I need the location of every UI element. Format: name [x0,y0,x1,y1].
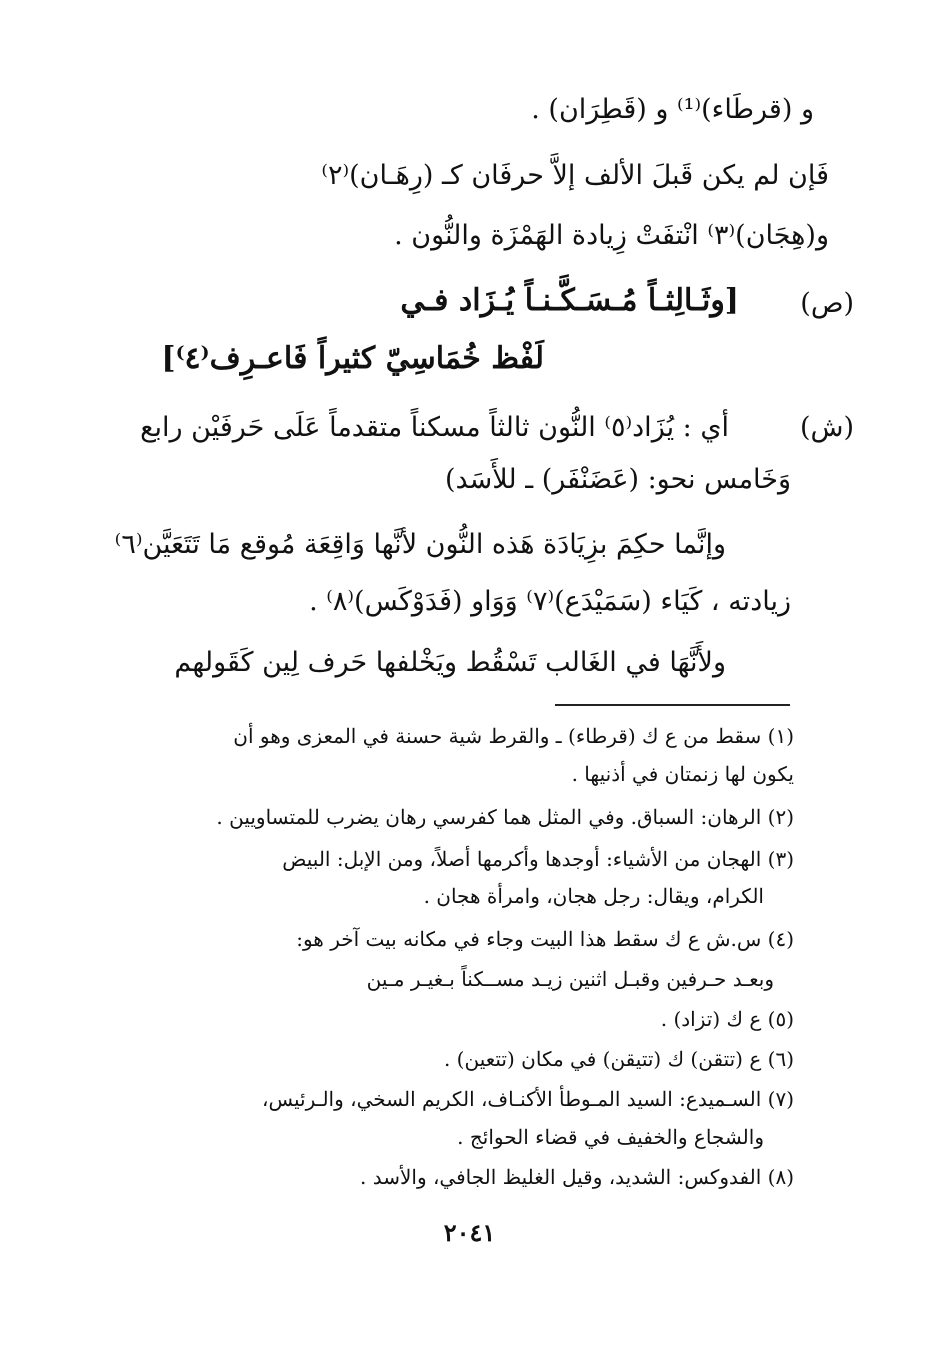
main-text-line-1: و (قرطَاء)⁽¹⁾ و (قَطِرَان) . [531,94,814,125]
footnote-3: (٣) الهجان من الأشياء: أوجدها وأكرمها أصلاً، ومن الإبل: البيض [282,847,794,871]
verse-marker: (ص) [800,288,854,319]
footnote-4: (٤) س.ش ع ك سقط هذا البيت وجاء في مكانه بيت آخر هو: [296,927,794,951]
main-text-line-3: و(هِجَان)⁽٣⁾ انْتفَتْ زِيادة الهَمْزَة والنُّون . [394,220,829,251]
footnote-1: (١) سقط من ع ك (قرطاء) ـ والقرط شية حسنة في المعزى وهو أن [233,724,794,748]
main-text-line-2: فَإن لم يكن قَبلَ الألف إلاَّ حرفَان كـ (رِهَـان)⁽٢⁾ [321,160,829,191]
main-text-line-7: زيادته ، كَيَاء (سَمَيْدَع)⁽٧⁾ وَوَاو (فَدَوْكَس)⁽٨⁾ . [309,586,791,617]
footnote-3-continued: الكرام، ويقال: رجل هجان، وامرأة هجان . [423,884,764,908]
footnote-2: (٢) الرهان: السباق. وفي المثل هما كفرسي رهان يضرب للمتساويين . [216,805,794,829]
footnote-8: (٨) الفدوكس: الشديد، وقيل الغليظ الجافي، والأسد . [360,1165,794,1189]
main-text-line-6: وإنَّما حكِمَ بزِيَادَة هَذه النُّون لأنَّها وَاقِعَة مُوقع مَا تَتَعَيَّن⁽٦⁾ [114,529,726,560]
sharh-marker: (ش) [799,412,854,443]
footnote-6: (٦) ع (تتقن) ك (تتيقن) في مكان (تتعين) . [443,1047,794,1071]
page-number: ٢٠٤١ [443,1218,496,1247]
main-text-line-4: أي : يُزَاد⁽٥⁾ النُّون ثالثاً مسكناً متقدماً عَلَى حَرفَيْن رابع [140,412,729,443]
footnote-7-continued: والشجاع والخفيف في قضاء الحوائج . [457,1125,764,1149]
verse-line-1: [وثَـالِثـاً مُـسَـكَّـنـاً يُـزَاد فـي [400,283,739,318]
footnote-7: (٧) السـميدع: السيد المـوطأ الأكنـاف، الكريم السخي، والـرئيس، [262,1087,794,1111]
footnote-5: (٥) ع ك (تزاد) . [660,1007,794,1031]
footnote-1-continued: يكون لها زنمتان في أذنيها . [571,762,794,786]
verse-line-2: لَفْظ خُمَاسِيّ كثيراً فَاعـرِف⁽٤⁾] [161,341,544,376]
main-text-line-8: ولأَنَّهَا في الغَالب تَسْقُط ويَخْلفها حَرف لِين كَقَولهم [174,647,726,678]
main-text-line-5: وَخَامس نحو: (عَضَنْفَر) ـ للأَسَد) [444,464,791,495]
footnote-separator [555,704,790,706]
footnote-4-verse: وبعـد حـرفين وقبـل اثنين زيـد مســكناً بـغيـر مـين [366,967,774,991]
